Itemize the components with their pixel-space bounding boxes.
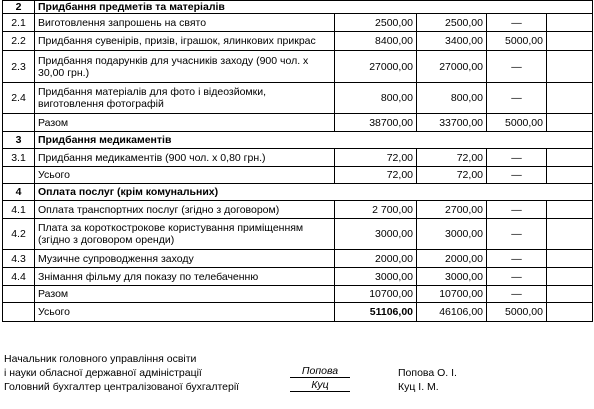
empty-cell: [547, 114, 593, 132]
position-title: Головний бухгалтер централізованої бухгалтерії: [4, 381, 240, 393]
row-description: Придбання подарунків для учасників заходу (900 чол. x 30,00 грн.): [35, 51, 335, 83]
row-number: 3.1: [3, 149, 35, 167]
row-description: Придбання медикаментів (900 чол. x 0,80 грн.): [35, 149, 335, 167]
sponsor-amount: —: [487, 250, 547, 268]
subtotal-label: Усього: [35, 167, 335, 184]
budget-amount: 800,00: [417, 83, 487, 114]
grand-total-label: Усього: [35, 303, 335, 322]
empty-cell: [3, 286, 35, 303]
budget-amount: 2700,00: [417, 201, 487, 219]
planned-amount: 38700,00: [335, 114, 417, 132]
sponsor-amount: 5000,00: [487, 32, 547, 51]
signatory-name: Попова О. І.: [398, 367, 457, 379]
subtotal-label: Разом: [35, 114, 335, 132]
sponsor-amount: —: [487, 83, 547, 114]
section-number: 3: [3, 132, 35, 149]
row-number: 2.1: [3, 14, 35, 32]
row-description: Придбання сувенірів, призів, іграшок, ялинкових прикрас: [35, 32, 335, 51]
table-row: [3, 201, 593, 219]
row-description: Виготовлення запрошень на свято: [35, 14, 335, 32]
sponsor-amount: 5000,00: [487, 303, 547, 322]
table-row: [3, 219, 593, 250]
row-description: Придбання матеріалів для фото і відеозйомки, виготовлення фотографій: [35, 83, 335, 114]
planned-amount: 2 700,00: [335, 201, 417, 219]
empty-cell: [547, 219, 593, 250]
section-title: Придбання предметів та матеріалів: [35, 1, 593, 14]
row-number: 2.4: [3, 83, 35, 114]
budget-amount: 3400,00: [417, 32, 487, 51]
sponsor-amount: —: [487, 268, 547, 286]
signature-block: [4, 352, 457, 394]
row-number: 4.2: [3, 219, 35, 250]
subtotal-row: [3, 286, 593, 303]
row-description: Знімання фільму для показу по телебаченню: [35, 268, 335, 286]
budget-amount: 27000,00: [417, 51, 487, 83]
planned-amount: 3000,00: [335, 219, 417, 250]
row-description: Оплата транспортних послуг (згідно з договором): [35, 201, 335, 219]
section-header-row: [3, 132, 593, 149]
table-row: [3, 32, 593, 51]
grand-total-row: [3, 303, 593, 322]
section-title: Оплата послуг (крім комунальних): [35, 184, 593, 201]
empty-cell: [547, 51, 593, 83]
signature-line: [4, 379, 439, 394]
sponsor-amount: —: [487, 201, 547, 219]
empty-cell: [547, 303, 593, 322]
subtotal-row: [3, 114, 593, 132]
table-row: [3, 14, 593, 32]
budget-amount: 46106,00: [417, 303, 487, 322]
empty-cell: [547, 32, 593, 51]
budget-amount: 3000,00: [417, 219, 487, 250]
sponsor-amount: 5000,00: [487, 114, 547, 132]
budget-amount: 3000,00: [417, 268, 487, 286]
subtotal-label: Разом: [35, 286, 335, 303]
planned-amount: 2000,00: [335, 250, 417, 268]
sponsor-amount: —: [487, 51, 547, 83]
table-row: [3, 51, 593, 83]
section-header-row: [3, 184, 593, 201]
row-description: Плата за короткострокове користування приміщенням (згідно з договором оренди): [35, 219, 335, 250]
sponsor-amount: —: [487, 219, 547, 250]
row-description: Музичне супроводження заходу: [35, 250, 335, 268]
budget-amount: 2500,00: [417, 14, 487, 32]
position-title: і науки обласної державної адміністрації: [4, 367, 202, 379]
planned-amount: 3000,00: [335, 268, 417, 286]
budget-amount: 72,00: [417, 167, 487, 184]
empty-cell: [547, 149, 593, 167]
planned-amount: 8400,00: [335, 32, 417, 51]
sponsor-amount: —: [487, 286, 547, 303]
table-row: [3, 268, 593, 286]
section-title: Придбання медикаментів: [35, 132, 593, 149]
position-title: Начальник головного управління освіти: [4, 353, 197, 365]
planned-amount: 51106,00: [335, 303, 417, 322]
empty-cell: [3, 114, 35, 132]
row-number: 4.1: [3, 201, 35, 219]
handwritten-signature: Куц: [290, 380, 350, 392]
planned-amount: 72,00: [335, 149, 417, 167]
row-number: 4.4: [3, 268, 35, 286]
sponsor-amount: —: [487, 167, 547, 184]
empty-cell: [547, 286, 593, 303]
planned-amount: 10700,00: [335, 286, 417, 303]
row-number: 2.3: [3, 51, 35, 83]
planned-amount: 72,00: [335, 167, 417, 184]
budget-amount: 2000,00: [417, 250, 487, 268]
signatory-name: Куц І. М.: [398, 381, 439, 393]
budget-amount: 33700,00: [417, 114, 487, 132]
table-row: [3, 83, 593, 114]
empty-cell: [547, 268, 593, 286]
planned-amount: 2500,00: [335, 14, 417, 32]
handwritten-signature: Попова: [290, 366, 350, 378]
planned-amount: 27000,00: [335, 51, 417, 83]
empty-cell: [547, 250, 593, 268]
empty-cell: [3, 303, 35, 322]
subtotal-row: [3, 167, 593, 184]
row-number: 2.2: [3, 32, 35, 51]
signature-line: [4, 365, 457, 380]
table-row: [3, 149, 593, 167]
empty-cell: [547, 14, 593, 32]
sponsor-amount: —: [487, 14, 547, 32]
budget-amount: 72,00: [417, 149, 487, 167]
section-number: 2: [3, 1, 35, 14]
empty-cell: [3, 167, 35, 184]
sponsor-amount: —: [487, 149, 547, 167]
signature-line: [4, 352, 239, 366]
budget-amount: 10700,00: [417, 286, 487, 303]
table-row: [3, 250, 593, 268]
empty-cell: [547, 167, 593, 184]
section-header-row: [3, 1, 593, 14]
section-number: 4: [3, 184, 35, 201]
budget-table: [2, 0, 593, 322]
empty-cell: [547, 83, 593, 114]
planned-amount: 800,00: [335, 83, 417, 114]
empty-cell: [547, 201, 593, 219]
row-number: 4.3: [3, 250, 35, 268]
